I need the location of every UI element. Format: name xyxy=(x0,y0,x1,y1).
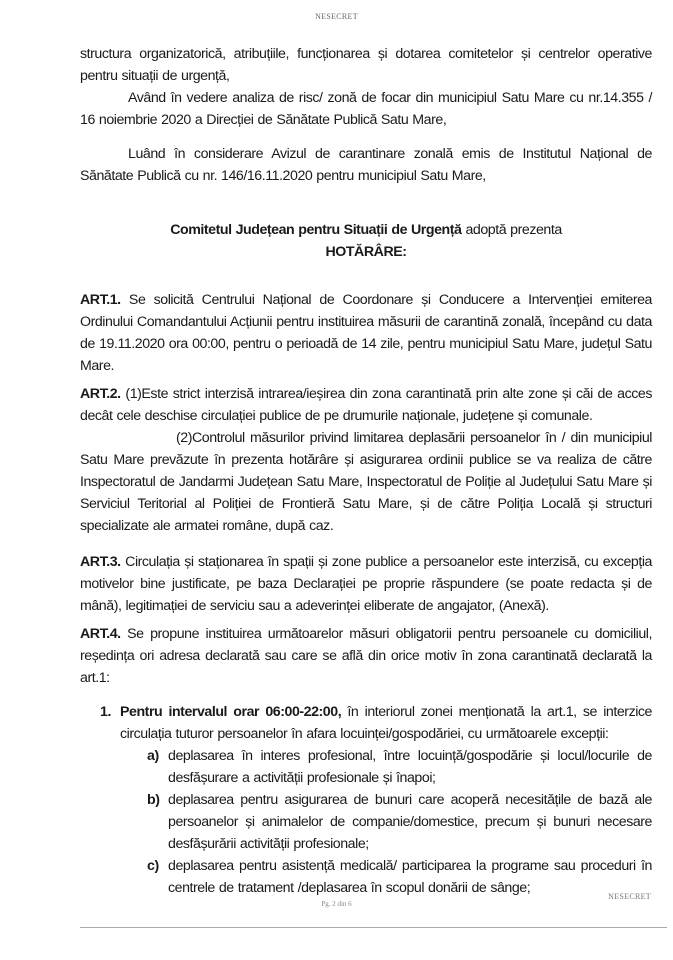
list-item-heading: Pentru intervalul orar 06:00-22:00, xyxy=(120,704,342,720)
decision-title: HOTĂRÂRE: xyxy=(325,244,407,260)
article-2-paragraph-2: (2)Controlul măsurilor privind limitarea deplasării persoanelor în / din municipiul Satu Mare prevăzute în prezenta hotărâre și asigurarea ordinii publice se va realiza de către Inspectoratul de Jandarmi Județean Satu Mare, Inspectoratul de Poliție al Județului Satu Mare și Serviciul Teritorial al Poliției de Frontieră Satu Mare, și de către Poliția Locală și structuri specializate ale armatei române, după caz. xyxy=(80,430,652,534)
article-2-paragraph-1: ART.2. (1)Este strict interzisă intrarea/ieșirea din zona carantinată prin alte zone și căi de acces decât cele deschise circulației publice de pe drumurile naționale, județene și comunale. xyxy=(80,386,652,424)
footer-classification: NESECRET xyxy=(608,892,651,901)
list-item: 1. Pentru intervalul orar 06:00-22:00, în interiorul zonei menționată la art.1, se interzice circulația tuturor persoanelor în afara locuinței/gospodăriei, cu următoarele excepții: xyxy=(120,701,652,745)
adoption-verb: adoptă prezenta xyxy=(461,222,562,238)
page-number: Pg. 2 din 6 xyxy=(321,900,352,908)
sub-list-letter: a) xyxy=(147,748,159,764)
sub-list-letter: b) xyxy=(147,792,160,808)
committee-name: Comitetul Județean pentru Situații de Urgență xyxy=(170,222,462,238)
sub-list-letter: c) xyxy=(147,858,159,874)
article-1: ART.1. Se solicită Centrului Național de Coordonare și Conducere a Intervenției emiterea Ordinului Comandantului Acțiunii pentru instituirea măsurii de carantină zonală, începând cu data de 19.11.2020 ora 00:00, pentru o perioadă de 14 zile, pentru municipiul Satu Mare, județul Satu Mare. xyxy=(80,292,652,374)
article-3: ART.3. Circulația și staționarea în spații și zone publice a persoanelor este interzisă, cu excepția motivelor bine justificate, pe baza Declarației pe proprie răspundere (se poate redacta și de mână), legitimației de serviciu sau a adeverinței eliberate de angajator, (Anexă). xyxy=(80,554,652,614)
sub-list-item-b: b) deplasarea pentru asigurarea de bunuri care acoperă necesitățile de bază ale persoanelor și animalelor de companie/domestice, precum și bunuri necesare desfășurării activității profesionale; xyxy=(168,789,652,855)
header-classification: NESECRET xyxy=(315,12,358,21)
sub-list-item-a: a) deplasarea în interes profesional, între locuință/gospodărie și locul/locurile de desfășurare a activității profesionale și înapoi; xyxy=(168,745,652,789)
paragraph-structura: structura organizatorică, atribuțiile, funcționarea și dotarea comitetelor și centrelor operative pentru situații de urgență, xyxy=(80,46,652,84)
article-2-label: ART.2. xyxy=(80,386,121,402)
article-1-label: ART.1. xyxy=(80,292,121,308)
paragraph-aviz-carantinare: Luând în considerare Avizul de carantinare zonală emis de Institutul Național de Sănătate Publică cu nr. 146/16.11.2020 pentru municipiul Satu Mare, xyxy=(80,146,652,184)
list-item-number: 1. xyxy=(100,704,111,720)
sub-list-item-c: c) deplasarea pentru asistență medicală/ participarea la programe sau proceduri în centrele de tratament /deplasarea în scopul donării de sânge; xyxy=(168,855,652,899)
article-3-label: ART.3. xyxy=(80,554,121,570)
document-body xyxy=(80,43,652,899)
footer-divider xyxy=(80,927,667,928)
article-4-label: ART.4. xyxy=(80,626,121,642)
adoption-line xyxy=(80,219,652,241)
article-4: ART.4. Se propune instituirea următoarelor măsuri obligatorii pentru persoanele cu domiciliul, reședința ori adresa declarată sau care se află din orice motiv în zona carantinată declarată la art.1: xyxy=(80,626,652,686)
paragraph-analiza-risc: Având în vedere analiza de risc/ zonă de focar din municipiul Satu Mare cu nr.14.355 / 16 noiembrie 2020 a Direcției de Sănătate Publică Satu Mare, xyxy=(80,90,652,128)
